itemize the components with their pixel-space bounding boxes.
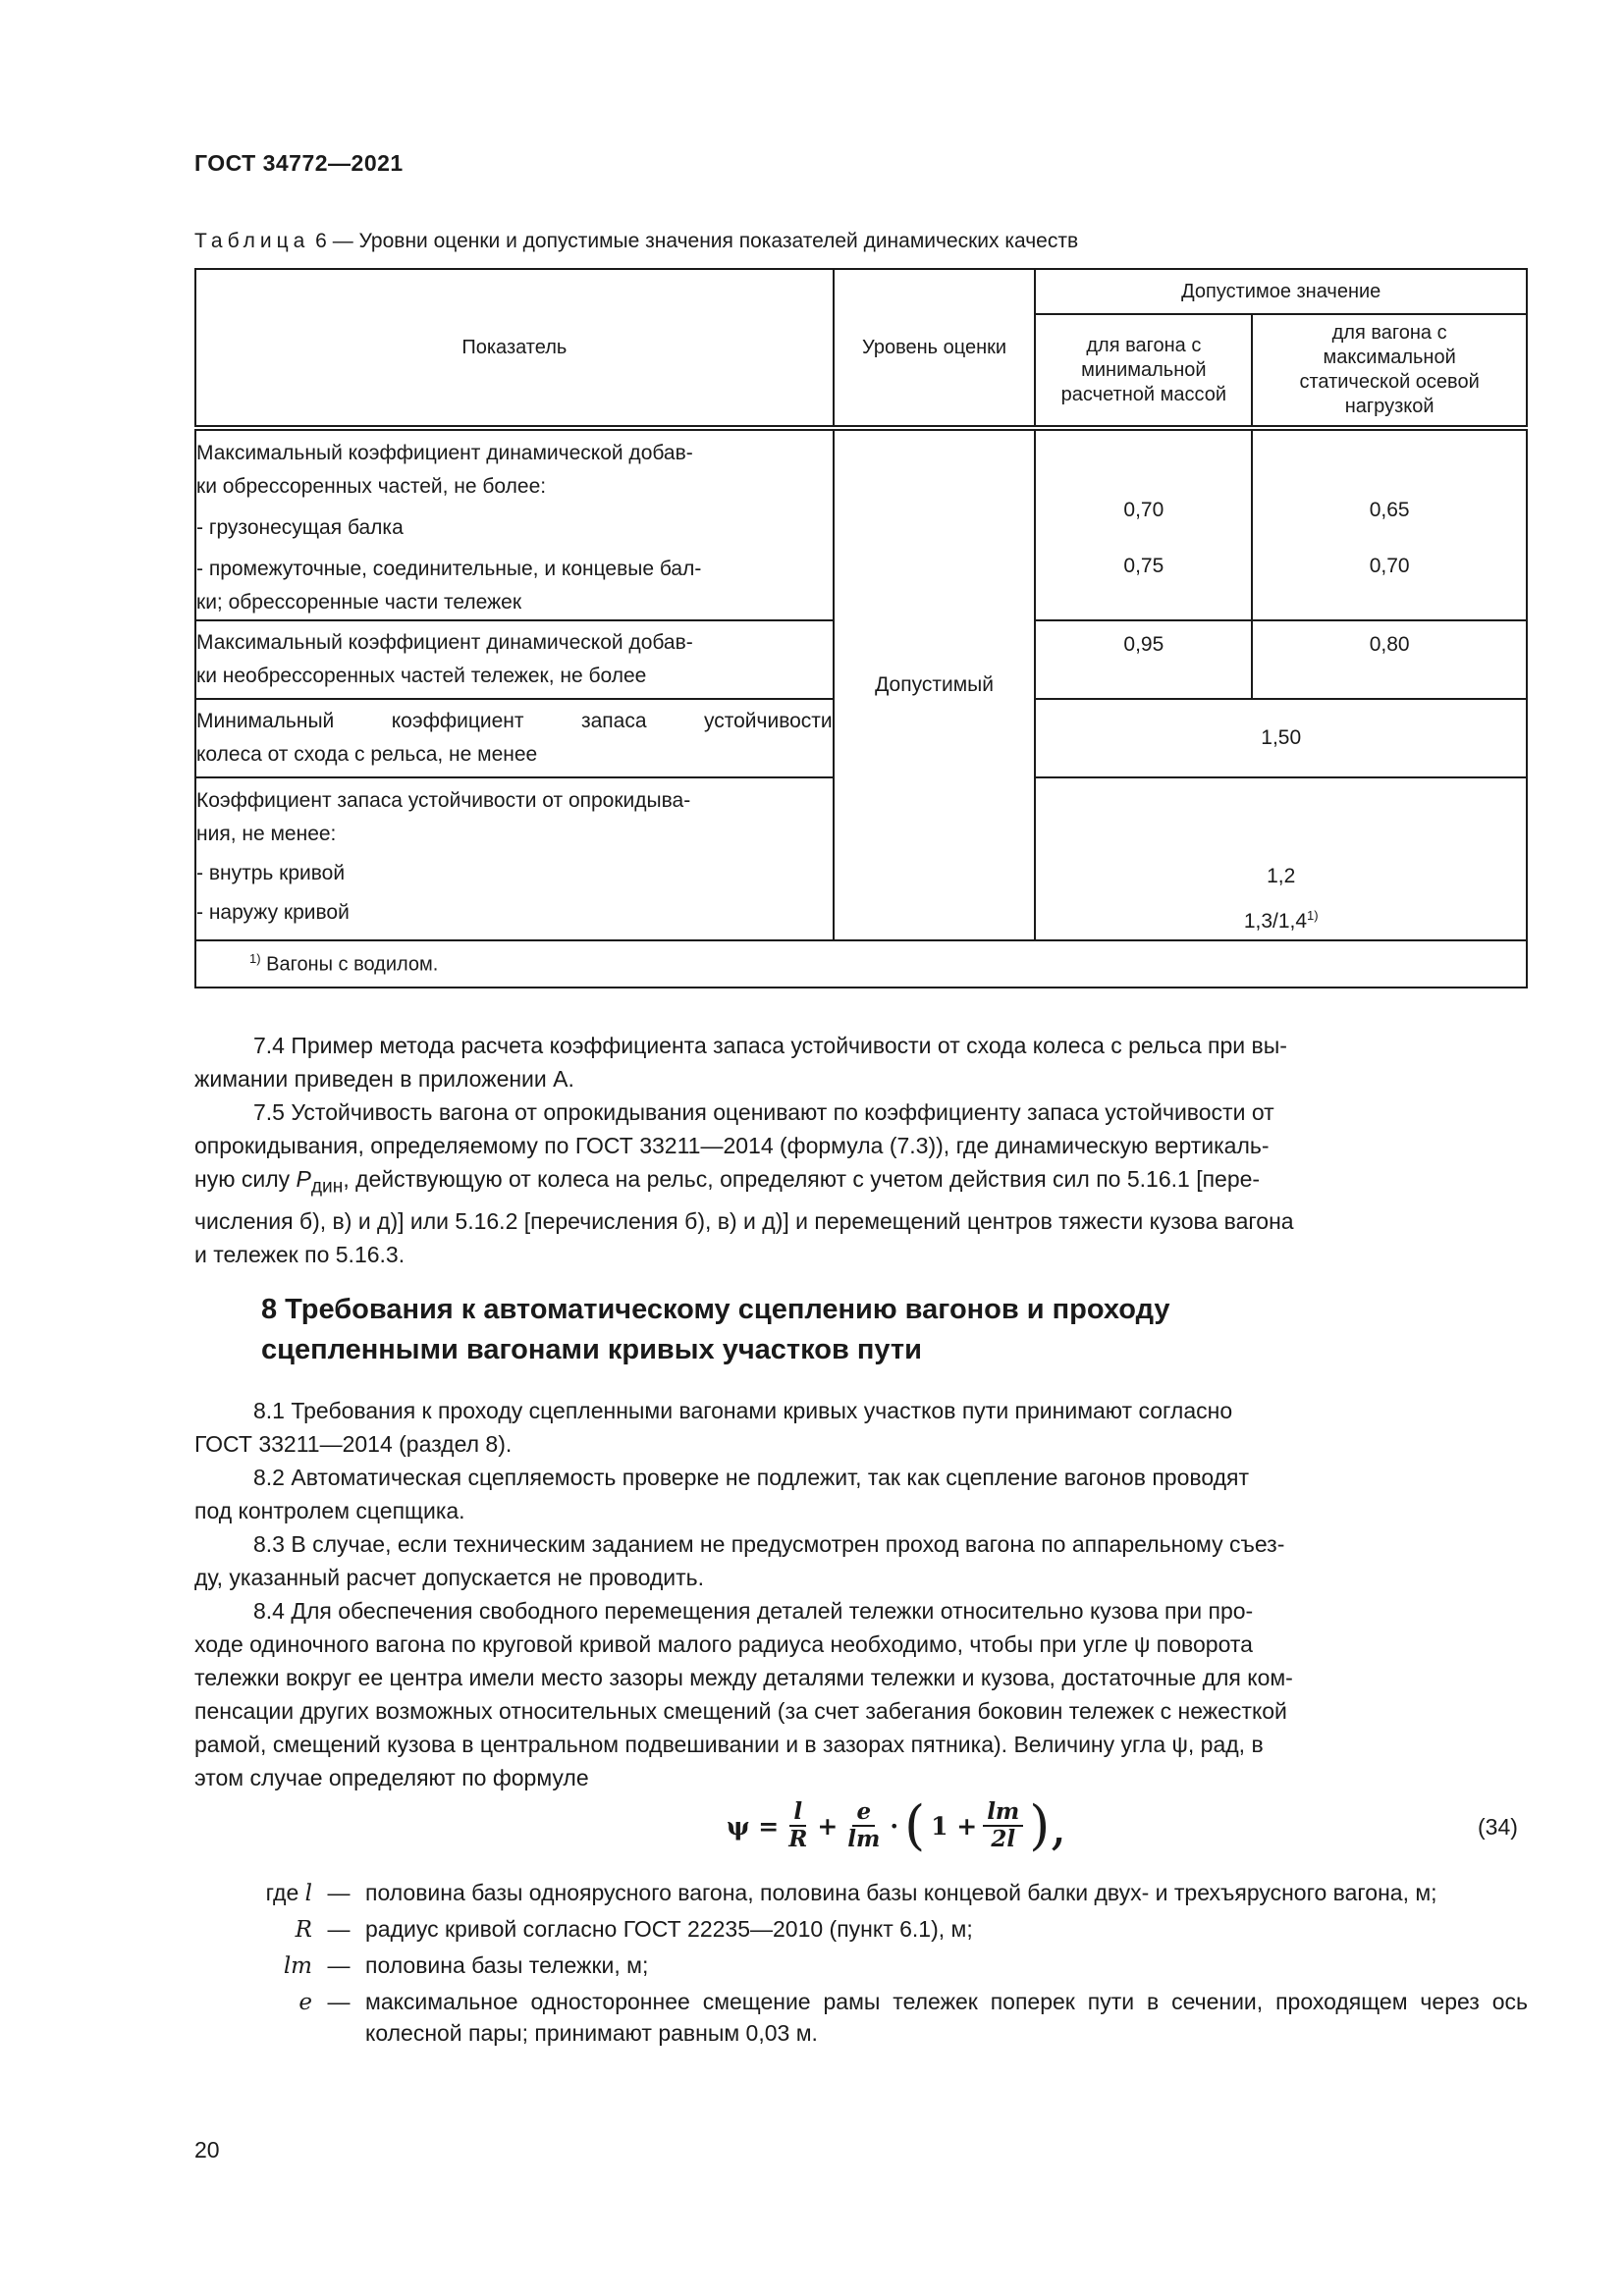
value: 1,2 — [1267, 865, 1296, 887]
line: 8.1 Требования к проходу сцепленными вагонами кривых участков пути принимают согласно — [253, 1398, 1233, 1423]
definition-text: половина базы одноярусного вагона, половина базы концевой балки двух- и трехъярусного вагона, м; — [365, 1880, 1437, 1905]
row-text: колеса от схода с рельса, не менее — [196, 743, 538, 766]
line: этом случае определяют по формуле — [194, 1765, 589, 1790]
table-caption — [194, 230, 1078, 253]
value-cell: 0,95 — [1035, 620, 1252, 699]
paragraph-8-1 — [194, 1394, 1528, 1461]
line: ГОСТ 33211—2014 (раздел 8). — [194, 1431, 513, 1457]
table-footnote-row — [195, 940, 1527, 988]
line: ную силу — [194, 1166, 297, 1192]
paragraphs-7 — [194, 1029, 1528, 1271]
fraction — [983, 1799, 1023, 1852]
numerator: l — [789, 1799, 806, 1827]
definition-symbol — [194, 1949, 312, 1982]
symbol-P: P — [296, 1166, 311, 1192]
table-row — [195, 428, 1527, 620]
line: опрокидывания, определяемому по ГОСТ 33211—2014 (формула (7.3)), где динамическую вертикаль- — [194, 1133, 1270, 1158]
line: , действующую от колеса на рельс, определяют с учетом действия сил по 5.16.1 [пере- — [343, 1166, 1261, 1192]
line: 8.2 Автоматическая сцепляемость проверке не подлежит, так как сцепление вагонов проводят — [253, 1465, 1250, 1490]
row-text: Минимальный коэффициент запаса устойчивости — [196, 710, 833, 732]
value — [1036, 899, 1526, 938]
definition-text: радиус кривой согласно ГОСТ 22235—2010 (пункт 6.1), м; — [365, 1916, 973, 1942]
value-cell — [1035, 777, 1527, 940]
formula-34 — [727, 1787, 1067, 1865]
title-line: 8 Требования к автоматическому сцеплению вагонов и проходу — [261, 1294, 1170, 1325]
line: 8.3 В случае, если техническим заданием не предусмотрен проход вагона по аппарельному съез- — [253, 1531, 1285, 1557]
indicator-cell — [195, 428, 834, 620]
table-footnote — [195, 940, 1527, 988]
denominator: R — [788, 1826, 808, 1852]
definition-symbol — [194, 1877, 312, 1909]
footnote-text: Вагоны с водилом. — [260, 953, 439, 976]
document-header: ГОСТ 34772—2021 — [194, 150, 404, 176]
col-header-allowed: Допустимое значение — [1035, 269, 1527, 314]
definition-symbol — [194, 1913, 312, 1946]
dash: — — [327, 1952, 351, 1978]
value: 0,65 — [1369, 499, 1410, 521]
title-line: сцепленными вагонами кривых участков пути — [261, 1334, 922, 1365]
definitions — [194, 1877, 1528, 2053]
row-text: Максимальный коэффициент динамической добав- — [196, 442, 693, 464]
dash: — — [327, 1916, 351, 1942]
value: 0,70 — [1369, 555, 1410, 577]
formula-number: (34) — [1478, 1814, 1518, 1840]
page-number: 20 — [194, 2137, 220, 2163]
operator: + — [817, 1811, 839, 1841]
paragraph-8-4 — [194, 1594, 1528, 1794]
col-header-min-mass: для вагона с минимальной расчетной массой — [1035, 314, 1252, 428]
row-sub: - грузонесущая балка — [196, 516, 404, 539]
dynamic-qualities-table — [194, 268, 1528, 988]
value-cell: 1,50 — [1035, 699, 1527, 777]
value-text: 1,3/1,4 — [1243, 910, 1308, 933]
value-cell: 0,80 — [1252, 620, 1527, 699]
line: ходе одиночного вагона по круговой кривой малого радиуса необходимо, чтобы при угле ψ поворота — [194, 1631, 1253, 1657]
line: 8.4 Для обеспечения свободного перемещения деталей тележки относительно кузова при про- — [253, 1598, 1254, 1624]
row-text: ки необрессоренных частей тележек, не более — [196, 665, 647, 687]
row-text: ки обрессоренных частей, не более: — [196, 475, 547, 498]
row-sub: - внутрь кривой — [196, 862, 346, 884]
definition-item — [194, 1913, 1528, 1946]
row-text: ния, не менее: — [196, 823, 337, 845]
footnote-ref: 1) — [1307, 908, 1319, 923]
indicator-cell — [195, 777, 834, 940]
caption-label: Таблица — [194, 230, 310, 252]
definition-symbol — [194, 1986, 312, 2049]
row-sub: - промежуточные, соединительные, и концевые бал- — [196, 558, 702, 580]
symbol: l — [304, 1881, 312, 1906]
numerator: e — [852, 1799, 875, 1827]
line: 7.4 Пример метода расчета коэффициента запаса устойчивости от схода колеса с рельса при вы- — [253, 1033, 1287, 1058]
definition-item — [194, 1949, 1528, 1982]
symbol: e — [298, 1990, 312, 2015]
row-text: Коэффициент запаса устойчивости от опрокидыва- — [196, 789, 691, 812]
section-8-title — [261, 1290, 1489, 1370]
paragraph-8-2 — [194, 1461, 1528, 1527]
col-header-indicator: Показатель — [195, 269, 834, 428]
indicator-cell — [195, 699, 834, 777]
dash: — — [327, 1880, 351, 1905]
symbol: lт — [283, 1953, 312, 1979]
where-label: где — [265, 1880, 299, 1905]
line: под контролем сцепщика. — [194, 1498, 465, 1523]
definition-text: максимальное одностороннее смещение рамы тележек поперек пути в сечении, проходящем через ось колесной пары; принимают равным 0,03 м. — [365, 1989, 1528, 2046]
denominator: lт — [847, 1826, 881, 1852]
paragraph-7-5 — [194, 1095, 1528, 1271]
line: пенсации других возможных относительных смещений (за счет забегания боковин тележек с нежесткой — [194, 1698, 1287, 1724]
paragraphs-8 — [194, 1394, 1528, 1794]
footnote-mark: 1) — [249, 951, 261, 967]
dash: — — [327, 1989, 351, 2014]
value-cell — [1035, 428, 1252, 620]
row-sub: ки; обрессоренные части тележек — [196, 591, 522, 614]
paragraph-7-4 — [194, 1029, 1528, 1095]
col-header-level: Уровень оценки — [834, 269, 1036, 428]
operator: 1 + — [931, 1811, 978, 1841]
value: 0,75 — [1123, 555, 1164, 577]
definition-text: половина базы тележки, м; — [365, 1952, 649, 1978]
indicator-cell — [195, 620, 834, 699]
definition-item — [194, 1877, 1528, 1909]
line: 7.5 Устойчивость вагона от опрокидывания оценивают по коэффициенту запаса устойчивости от — [253, 1099, 1274, 1125]
line: жимании приведен в приложении А. — [194, 1066, 574, 1092]
paren: ( — [904, 1794, 926, 1856]
line: и тележек по 5.16.3. — [194, 1241, 406, 1267]
formula-lhs: ψ = — [727, 1811, 780, 1841]
value-cell — [1252, 428, 1527, 620]
line: тележки вокруг ее центра имели место зазоры между деталями тележки и кузова, достаточные для ком- — [194, 1665, 1293, 1690]
operator: · — [890, 1811, 899, 1841]
numerator: lт — [983, 1799, 1023, 1827]
line: числения б), в) и д)] или 5.16.2 [перечисления б), в) и д)] и перемещений центров тяжести кузова вагона — [194, 1207, 1294, 1234]
definition-item — [194, 1986, 1528, 2049]
row-sub: - наружу кривой — [196, 901, 350, 924]
subscript: дин — [310, 1176, 344, 1198]
symbol: R — [295, 1917, 312, 1943]
fraction — [785, 1799, 811, 1852]
paragraph-8-3 — [194, 1527, 1528, 1594]
level-cell: Допустимый — [834, 428, 1036, 940]
value: 0,70 — [1123, 499, 1164, 521]
caption-text: 6 — Уровни оценки и допустимые значения показателей динамических качеств — [309, 230, 1079, 252]
line: рамой, смещений кузова в центральном подвешивании и в зазорах пятника). Величину угла ψ, рад, в — [194, 1732, 1264, 1757]
denominator: 2l — [991, 1826, 1016, 1852]
row-text: Максимальный коэффициент динамической добав- — [196, 631, 693, 654]
col-header-max-load: для вагона с максимальной статической осевой нагрузкой — [1252, 314, 1527, 428]
line: ду, указанный расчет допускается не проводить. — [194, 1565, 705, 1590]
paren: ), — [1029, 1794, 1067, 1856]
fraction — [843, 1799, 884, 1852]
